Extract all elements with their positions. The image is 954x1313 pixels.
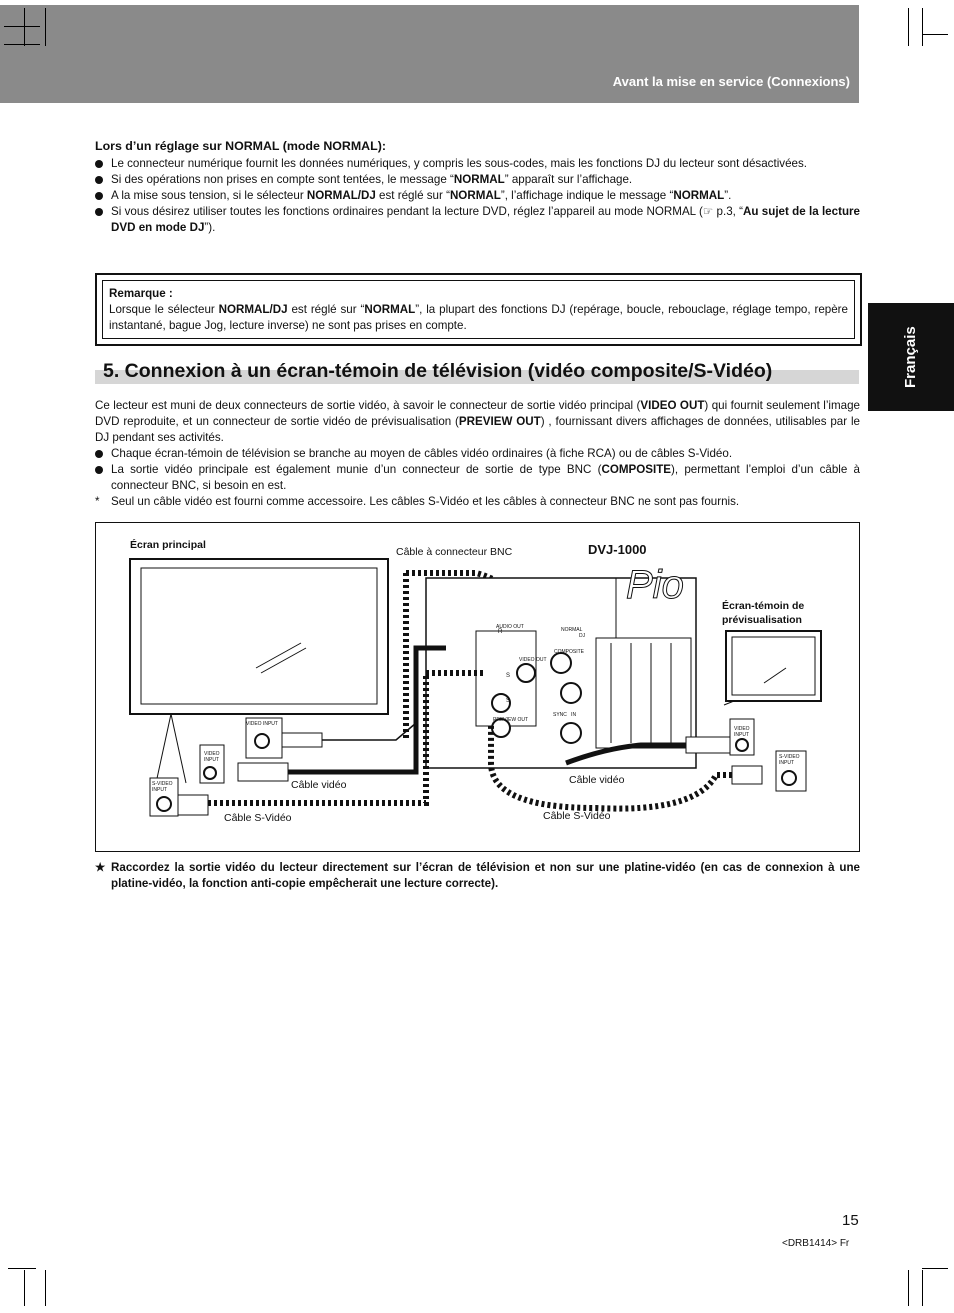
star-icon: ★: [95, 861, 106, 874]
crop-mark: [45, 1270, 46, 1306]
svideo-input-label-a: S-VIDEO: [152, 781, 173, 787]
video-out-label: VIDEO OUT: [519, 657, 547, 663]
crop-mark: [922, 1270, 923, 1306]
crop-mark: [24, 8, 25, 46]
preview-svideo-input-label-a: S-VIDEO: [779, 754, 800, 760]
header-title: Avant la mise en service (Connexions): [612, 74, 850, 89]
composite-label: COMPOSITE: [554, 649, 585, 655]
bnc-cable-label: Câble à connecteur BNC: [396, 546, 513, 558]
video-input-label-a: VIDEO: [204, 751, 220, 757]
footer-note: [95, 860, 860, 892]
normal-label: NORMAL: [561, 627, 583, 633]
preview-svideo-input-label-b: INPUT: [779, 760, 794, 766]
s-label-1: S: [506, 673, 511, 679]
video-cable-left-label: Câble vidéo: [291, 779, 347, 791]
crop-mark: [922, 34, 948, 35]
list-item: Le connecteur numérique fournit les données numériques, y compris les sous-codes, mais les fonctions DJ du lecteur sont désactivées.: [95, 156, 860, 172]
svideo-cable-left-label: Câble S-Vidéo: [224, 812, 292, 824]
note-title: Remarque :: [109, 287, 173, 300]
footer-note-item: ★ Raccordez la sortie vidéo du lecteur directement sur l’écran de télévision et non sur une platine-vidéo (en cas de connexion à une platine-vidéo, la fonction anti-copie empêcherait une lecture correcte).: [95, 861, 860, 890]
player-rear-panel: [426, 563, 696, 768]
connection-diagram: [95, 522, 860, 852]
preview-screen-label-1: Écran-témoin de: [722, 600, 805, 612]
crop-mark: [908, 1270, 909, 1306]
list-item: A la mise sous tension, si le sélecteur NORMAL/DJ est réglé sur “NORMAL”, l’affichage indique le message “NORMAL”.: [95, 188, 860, 204]
preview-video-input-label-b: INPUT: [734, 732, 749, 738]
preview-out-label: PREVIEW OUT: [493, 717, 529, 723]
list-item: Si des opérations non prises en compte sont tentées, le message “NORMAL” apparaît sur l’affichage.: [95, 172, 860, 188]
connection-diagram-drawing: [96, 523, 859, 851]
section-heading: 5. Connexion à un écran-témoin de télévision (vidéo composite/S-Vidéo): [103, 360, 773, 382]
list-item: Chaque écran-témoin de télévision se branche au moyen de câbles vidéo ordinaires (à fiche RCA) ou de câbles S-Vidéo.: [95, 446, 860, 462]
s-label-2: S: [506, 698, 511, 704]
preview-video-input-label-a: VIDEO: [734, 726, 750, 732]
svg-text:Pio: Pio: [626, 563, 684, 607]
video-input-label: VIDEO INPUT: [246, 721, 278, 727]
note-text: Lorsque le sélecteur NORMAL/DJ est réglé sur “NORMAL”, la plupart des fonctions DJ (repérage, boucle, rebouclage, réglage tempo, repère instantané, bague Jog, lecture inverse) ne sont pas prises en compte.: [109, 303, 848, 332]
video-input-label-b: INPUT: [204, 757, 219, 763]
main-screen-label: Écran principal: [130, 539, 206, 551]
normal-mode-title: Lors d’un réglage sur NORMAL (mode NORMAL):: [95, 139, 386, 153]
normal-mode-section: [95, 138, 860, 236]
sync-in-label: SYNC IN: [553, 712, 577, 718]
crop-mark: [4, 26, 40, 27]
page-number: 15: [842, 1212, 859, 1229]
crop-mark: [908, 8, 909, 46]
crop-mark: [8, 1268, 36, 1269]
list-item: La sortie vidéo principale est également munie d’un connecteur de sortie de type BNC (COMPOSITE), permettant l’emploi d’un câble à connecteur BNC, si besoin en est.: [95, 462, 860, 494]
crop-mark: [4, 44, 40, 45]
video-cable-right-label: Câble vidéo: [569, 774, 625, 786]
list-item: Si vous désirez utiliser toutes les fonctions ordinaires pendant la lecture DVD, réglez l’appareil au mode NORMAL (☞ p.3, “Au sujet de la lecture DVD en mode DJ”).: [95, 204, 860, 236]
crop-mark: [922, 1268, 948, 1269]
dj-label: DJ: [579, 633, 586, 639]
crop-mark: [45, 8, 46, 46]
crop-mark: [24, 1270, 25, 1306]
section5-body: [95, 398, 860, 510]
crop-mark: [922, 8, 923, 46]
note-box: [95, 273, 862, 346]
language-tab-label: Français: [902, 326, 919, 388]
list-item: * Seul un câble vidéo est fourni comme accessoire. Les câbles S-Vidéo et les câbles à connecteur BNC ne sont pas fournis.: [95, 495, 740, 508]
language-tab: [868, 303, 954, 411]
svideo-cable-right-label: Câble S-Vidéo: [543, 810, 611, 822]
doc-id: <DRB1414> Fr: [782, 1238, 850, 1249]
preview-screen-label-2: prévisualisation: [722, 614, 802, 626]
svideo-input-label-b: INPUT: [152, 787, 167, 793]
r-label: R: [498, 629, 503, 635]
model-label: DVJ-1000: [588, 542, 647, 557]
section5-paragraph: Ce lecteur est muni de deux connecteurs de sortie vidéo, à savoir le connecteur de sortie vidéo principal (VIDEO OUT) qui fournit seulement l’image DVD reproduite, et un connecteur de sortie vidéo de prévisualisation (PREVIEW OUT) , fournissant divers affichages de données, utilisables par le DJ pendant ses activités.: [95, 399, 860, 444]
audio-out-label: AUDIO OUT: [496, 624, 524, 630]
